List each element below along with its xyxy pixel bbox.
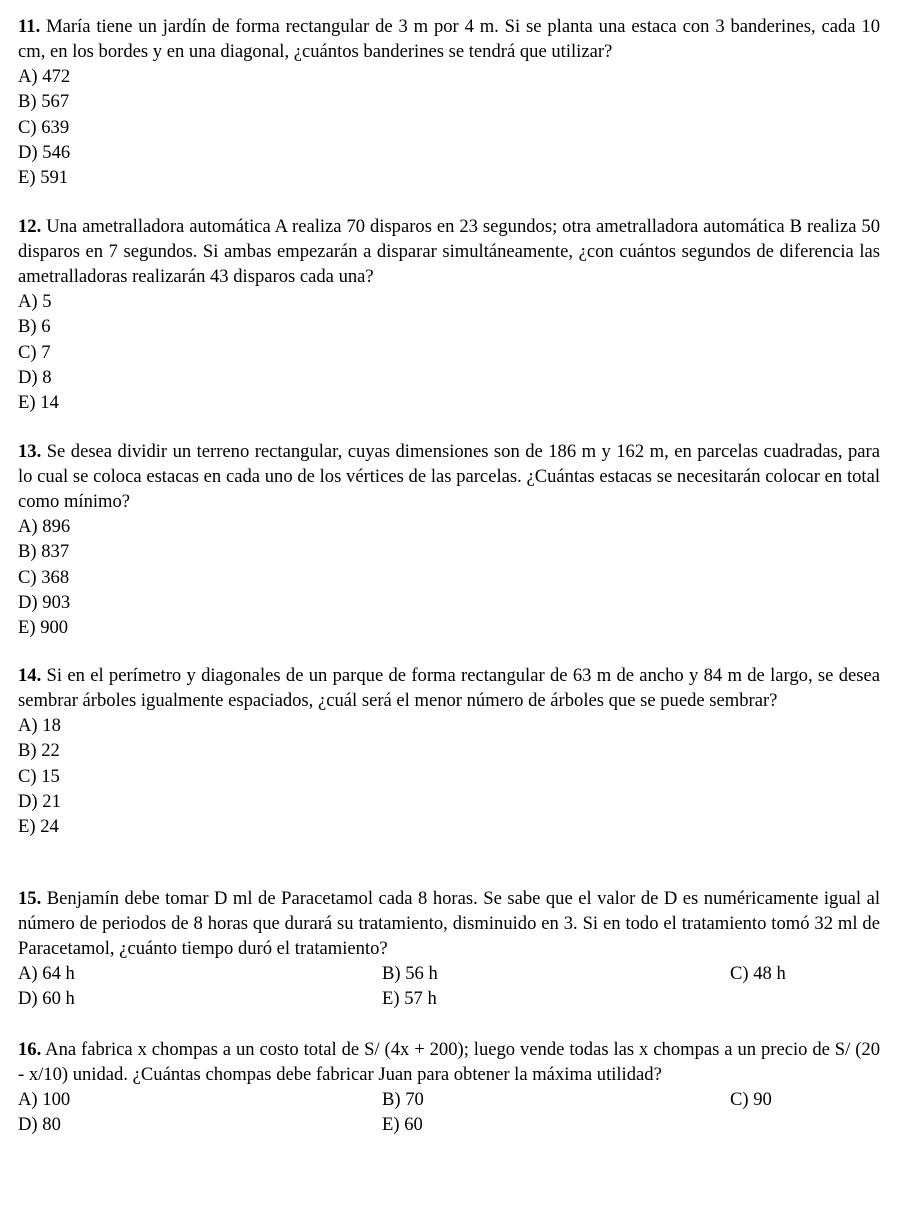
option-a: A) 100 (18, 1089, 71, 1110)
question-text: Benjamín debe tomar D ml de Paracetamol cada 8 horas. Se sabe que el valor de D es numéricamente igual al número de periodos de 8 horas que durará su tratamiento, disminuido en 3. Si en todo el tratamiento tomó 32 ml de Paracetamol, ¿cuánto tiempo duró el tratamiento? (18, 888, 880, 959)
option-d: D) 546 (18, 141, 71, 163)
option-e: E) 60 (382, 1114, 423, 1135)
option-c: C) 90 (730, 1089, 772, 1110)
question-number: 13. (18, 441, 42, 462)
option-a: A) 64 h (18, 963, 75, 984)
question-14 (18, 663, 880, 839)
option-d: D) 8 (18, 366, 52, 388)
option-b: B) 56 h (382, 963, 438, 984)
option-b: B) 567 (18, 91, 70, 113)
option-b: B) 6 (18, 316, 51, 338)
question-number: 15. (18, 888, 42, 909)
option-d: D) 60 h (18, 988, 75, 1009)
question-number: 11. (18, 16, 41, 37)
options-grid (18, 961, 880, 1011)
question-15 (18, 886, 880, 1011)
question-text: Si en el perímetro y diagonales de un parque de forma rectangular de 63 m de ancho y 84 m de largo, se desea sembrar árboles igualmente espaciados, ¿cuál será el menor número de árboles que se puede sembrar? (18, 665, 880, 711)
question-text: Se desea dividir un terreno rectangular, cuyas dimensiones son de 186 m y 162 m, en parcelas cuadradas, para lo cual se coloca estacas en cada uno de los vértices de las parcelas. ¿Cuántas estacas se necesitarán colocar en total como mínimo? (18, 441, 880, 512)
options-list (18, 713, 880, 839)
question-12 (18, 214, 880, 415)
option-a: A) 18 (18, 715, 61, 736)
question-text: María tiene un jardín de forma rectangular de 3 m por 4 m. Si se planta una estaca con 3 banderines, cada 10 cm, en los bordes y en una diagonal, ¿cuántos banderines se tendrá que utilizar? (18, 16, 880, 62)
question-11 (18, 14, 880, 190)
option-a: A) 5 (18, 291, 52, 312)
option-d: D) 80 (18, 1114, 61, 1135)
options-list (18, 514, 880, 640)
option-b: B) 70 (382, 1089, 424, 1110)
option-d: D) 21 (18, 790, 61, 812)
option-e: E) 57 h (382, 988, 437, 1009)
question-13 (18, 439, 880, 640)
options-list (18, 64, 880, 190)
option-c: C) 15 (18, 765, 60, 787)
option-a: A) 472 (18, 66, 71, 87)
option-d: D) 903 (18, 591, 71, 613)
question-number: 12. (18, 216, 42, 237)
option-a: A) 896 (18, 516, 71, 537)
option-c: C) 368 (18, 566, 70, 588)
question-text: Ana fabrica x chompas a un costo total de S/ (4x + 200); luego vende todas las x chompas a un precio de S/ (20 - x/10) unidad. ¿Cuántas chompas debe fabricar Juan para obtener la máxima utilidad? (18, 1039, 881, 1085)
option-e: E) 591 (18, 167, 69, 189)
question-number: 14. (18, 665, 42, 686)
options-list (18, 289, 880, 415)
options-grid (18, 1087, 880, 1137)
option-e: E) 900 (18, 617, 69, 639)
question-16 (18, 1037, 880, 1137)
option-c: C) 48 h (730, 963, 786, 984)
option-b: B) 22 (18, 740, 60, 762)
question-text: Una ametralladora automática A realiza 70 disparos en 23 segundos; otra ametralladora automática B realiza 50 disparos en 7 segundos. Si ambas empezarán a disparar simultáneamente, ¿con cuántos segundos de diferencia las ametralladoras realizarán 43 disparos cada una? (18, 216, 880, 287)
option-e: E) 14 (18, 392, 59, 414)
option-c: C) 7 (18, 341, 51, 363)
option-b: B) 837 (18, 541, 70, 563)
question-number: 16. (18, 1039, 42, 1060)
option-e: E) 24 (18, 816, 59, 838)
option-c: C) 639 (18, 116, 70, 138)
